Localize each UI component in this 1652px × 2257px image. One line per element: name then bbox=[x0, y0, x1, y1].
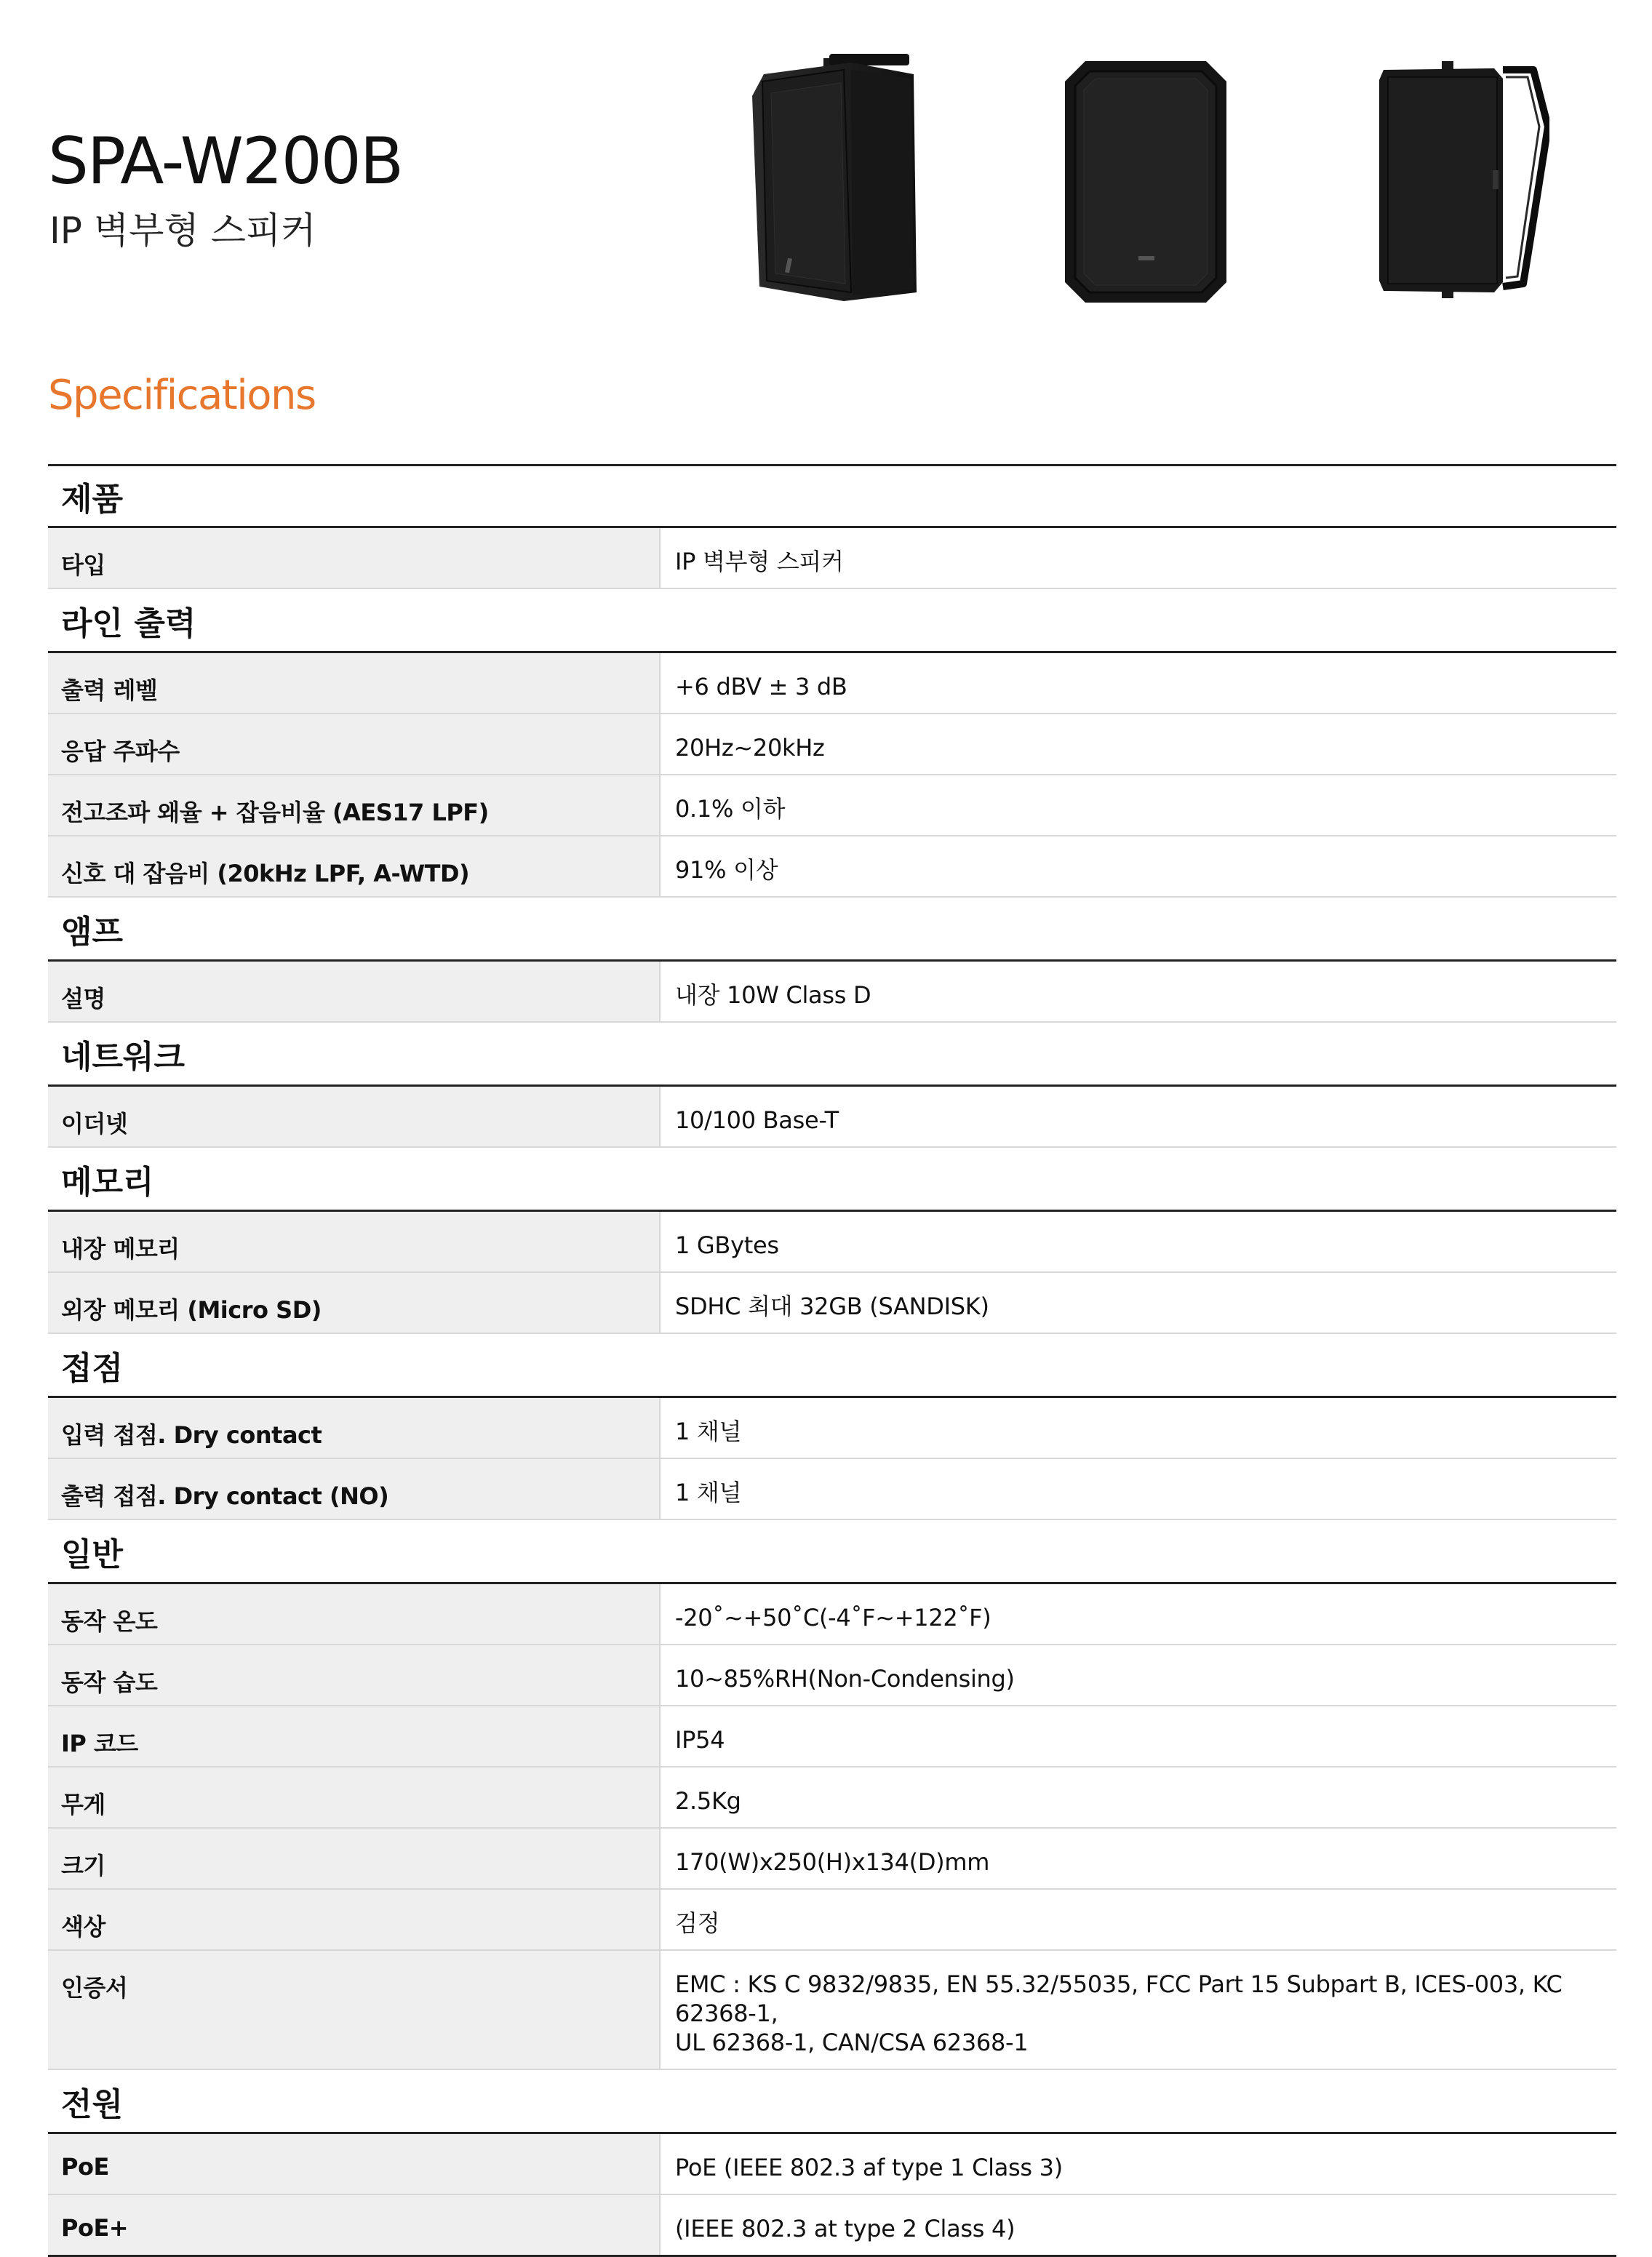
speaker-side-image bbox=[1378, 61, 1549, 300]
spec-row bbox=[48, 1829, 1616, 1890]
spec-value: 검정 bbox=[675, 1909, 720, 1937]
spec-section bbox=[48, 898, 1616, 1023]
spec-row bbox=[48, 836, 1616, 898]
spec-label: 출력 접점. Dry contact (NO) bbox=[48, 1459, 661, 1519]
spec-label: 동작 습도 bbox=[48, 1645, 661, 1705]
spec-row bbox=[48, 775, 1616, 836]
spec-row bbox=[48, 1767, 1616, 1829]
spec-row bbox=[48, 962, 1616, 1023]
spec-label: 타입 bbox=[48, 528, 661, 588]
spec-section bbox=[48, 589, 1616, 898]
spec-label: PoE bbox=[48, 2134, 661, 2194]
spec-row bbox=[48, 1398, 1616, 1459]
section-title: 일반 bbox=[48, 1520, 1616, 1584]
spec-value: IP 벽부형 스피커 bbox=[675, 548, 844, 575]
spec-label: 출력 레벨 bbox=[48, 653, 661, 713]
spec-label: 응답 주파수 bbox=[48, 714, 661, 774]
spec-label: 내장 메모리 bbox=[48, 1212, 661, 1271]
spec-value: 1 채널 bbox=[675, 1418, 742, 1445]
spec-value: PoE (IEEE 802.3 af type 1 Class 3) bbox=[675, 2154, 1063, 2181]
spec-value: (IEEE 802.3 at type 2 Class 4) bbox=[675, 2215, 1015, 2242]
spec-row bbox=[48, 714, 1616, 775]
spec-value: SDHC 최대 32GB (SANDISK) bbox=[675, 1293, 989, 1320]
spec-section bbox=[48, 2070, 1616, 2257]
section-title: 메모리 bbox=[48, 1148, 1616, 1212]
speaker-front-image bbox=[1064, 60, 1228, 304]
spec-label: 입력 접점. Dry contact bbox=[48, 1398, 661, 1458]
spec-value: EMC : KS C 9832/9835, EN 55.32/55035, FCC Part 15 Subpart B, ICES-003, KC 62368-1, UL 62368-1, CAN/CSA 62368-1 bbox=[675, 1970, 1563, 2056]
spec-row bbox=[48, 1459, 1616, 1520]
spec-value: 내장 10W Class D bbox=[675, 981, 871, 1009]
spec-section bbox=[48, 1023, 1616, 1148]
speaker-angled-image bbox=[742, 52, 933, 308]
spec-value: -20˚~+50˚C(-4˚F~+122˚F) bbox=[675, 1604, 991, 1631]
spec-value: +6 dBV ± 3 dB bbox=[675, 673, 847, 700]
spec-label: 색상 bbox=[48, 1890, 661, 1949]
spec-value: 20Hz~20kHz bbox=[675, 734, 825, 762]
spec-row bbox=[48, 1087, 1616, 1148]
spec-table bbox=[48, 464, 1616, 2257]
spec-section bbox=[48, 464, 1616, 589]
spec-section bbox=[48, 1148, 1616, 1334]
spec-row bbox=[48, 653, 1616, 714]
spec-value: 10~85%RH(Non-Condensing) bbox=[675, 1665, 1015, 1693]
spec-value: IP54 bbox=[675, 1726, 725, 1754]
spec-label: 설명 bbox=[48, 962, 661, 1021]
section-title: 앰프 bbox=[48, 898, 1616, 962]
spec-label: PoE+ bbox=[48, 2195, 661, 2255]
section-title: 라인 출력 bbox=[48, 589, 1616, 653]
spec-section bbox=[48, 1334, 1616, 1520]
spec-label: IP 코드 bbox=[48, 1706, 661, 1766]
spec-row bbox=[48, 1645, 1616, 1706]
model-name: SPA-W200B bbox=[48, 124, 403, 199]
spec-label: 동작 온도 bbox=[48, 1584, 661, 1644]
spec-label: 신호 대 잡음비 (20kHz LPF, A-WTD) bbox=[48, 836, 661, 896]
spec-row bbox=[48, 1273, 1616, 1334]
spec-value: 91% 이상 bbox=[675, 856, 778, 884]
spec-value: 1 채널 bbox=[675, 1479, 742, 1506]
section-title: 네트워크 bbox=[48, 1023, 1616, 1087]
section-title: 접점 bbox=[48, 1334, 1616, 1398]
spec-label: 이더넷 bbox=[48, 1087, 661, 1146]
spec-label: 무게 bbox=[48, 1767, 661, 1827]
section-title: 전원 bbox=[48, 2070, 1616, 2134]
spec-value: 1 GBytes bbox=[675, 1231, 779, 1259]
section-title: 제품 bbox=[48, 464, 1616, 528]
specifications-heading: Specifications bbox=[48, 372, 316, 419]
spec-row bbox=[48, 1212, 1616, 1273]
spec-section bbox=[48, 1520, 1616, 2070]
spec-label: 외장 메모리 (Micro SD) bbox=[48, 1273, 661, 1333]
spec-value: 0.1% 이하 bbox=[675, 795, 786, 823]
spec-label: 전고조파 왜율 + 잡음비율 (AES17 LPF) bbox=[48, 775, 661, 835]
spec-value: 170(W)x250(H)x134(D)mm bbox=[675, 1848, 990, 1876]
spec-value: 10/100 Base-T bbox=[675, 1106, 839, 1134]
spec-row bbox=[48, 2134, 1616, 2195]
model-subtitle: IP 벽부형 스피커 bbox=[49, 209, 316, 252]
spec-value: 2.5Kg bbox=[675, 1787, 741, 1815]
spec-row bbox=[48, 1584, 1616, 1645]
spec-label: 인증서 bbox=[48, 1951, 661, 2069]
spec-row bbox=[48, 1706, 1616, 1767]
spec-row bbox=[48, 1951, 1616, 2070]
spec-row bbox=[48, 1890, 1616, 1951]
spec-row bbox=[48, 528, 1616, 589]
spec-label: 크기 bbox=[48, 1829, 661, 1888]
